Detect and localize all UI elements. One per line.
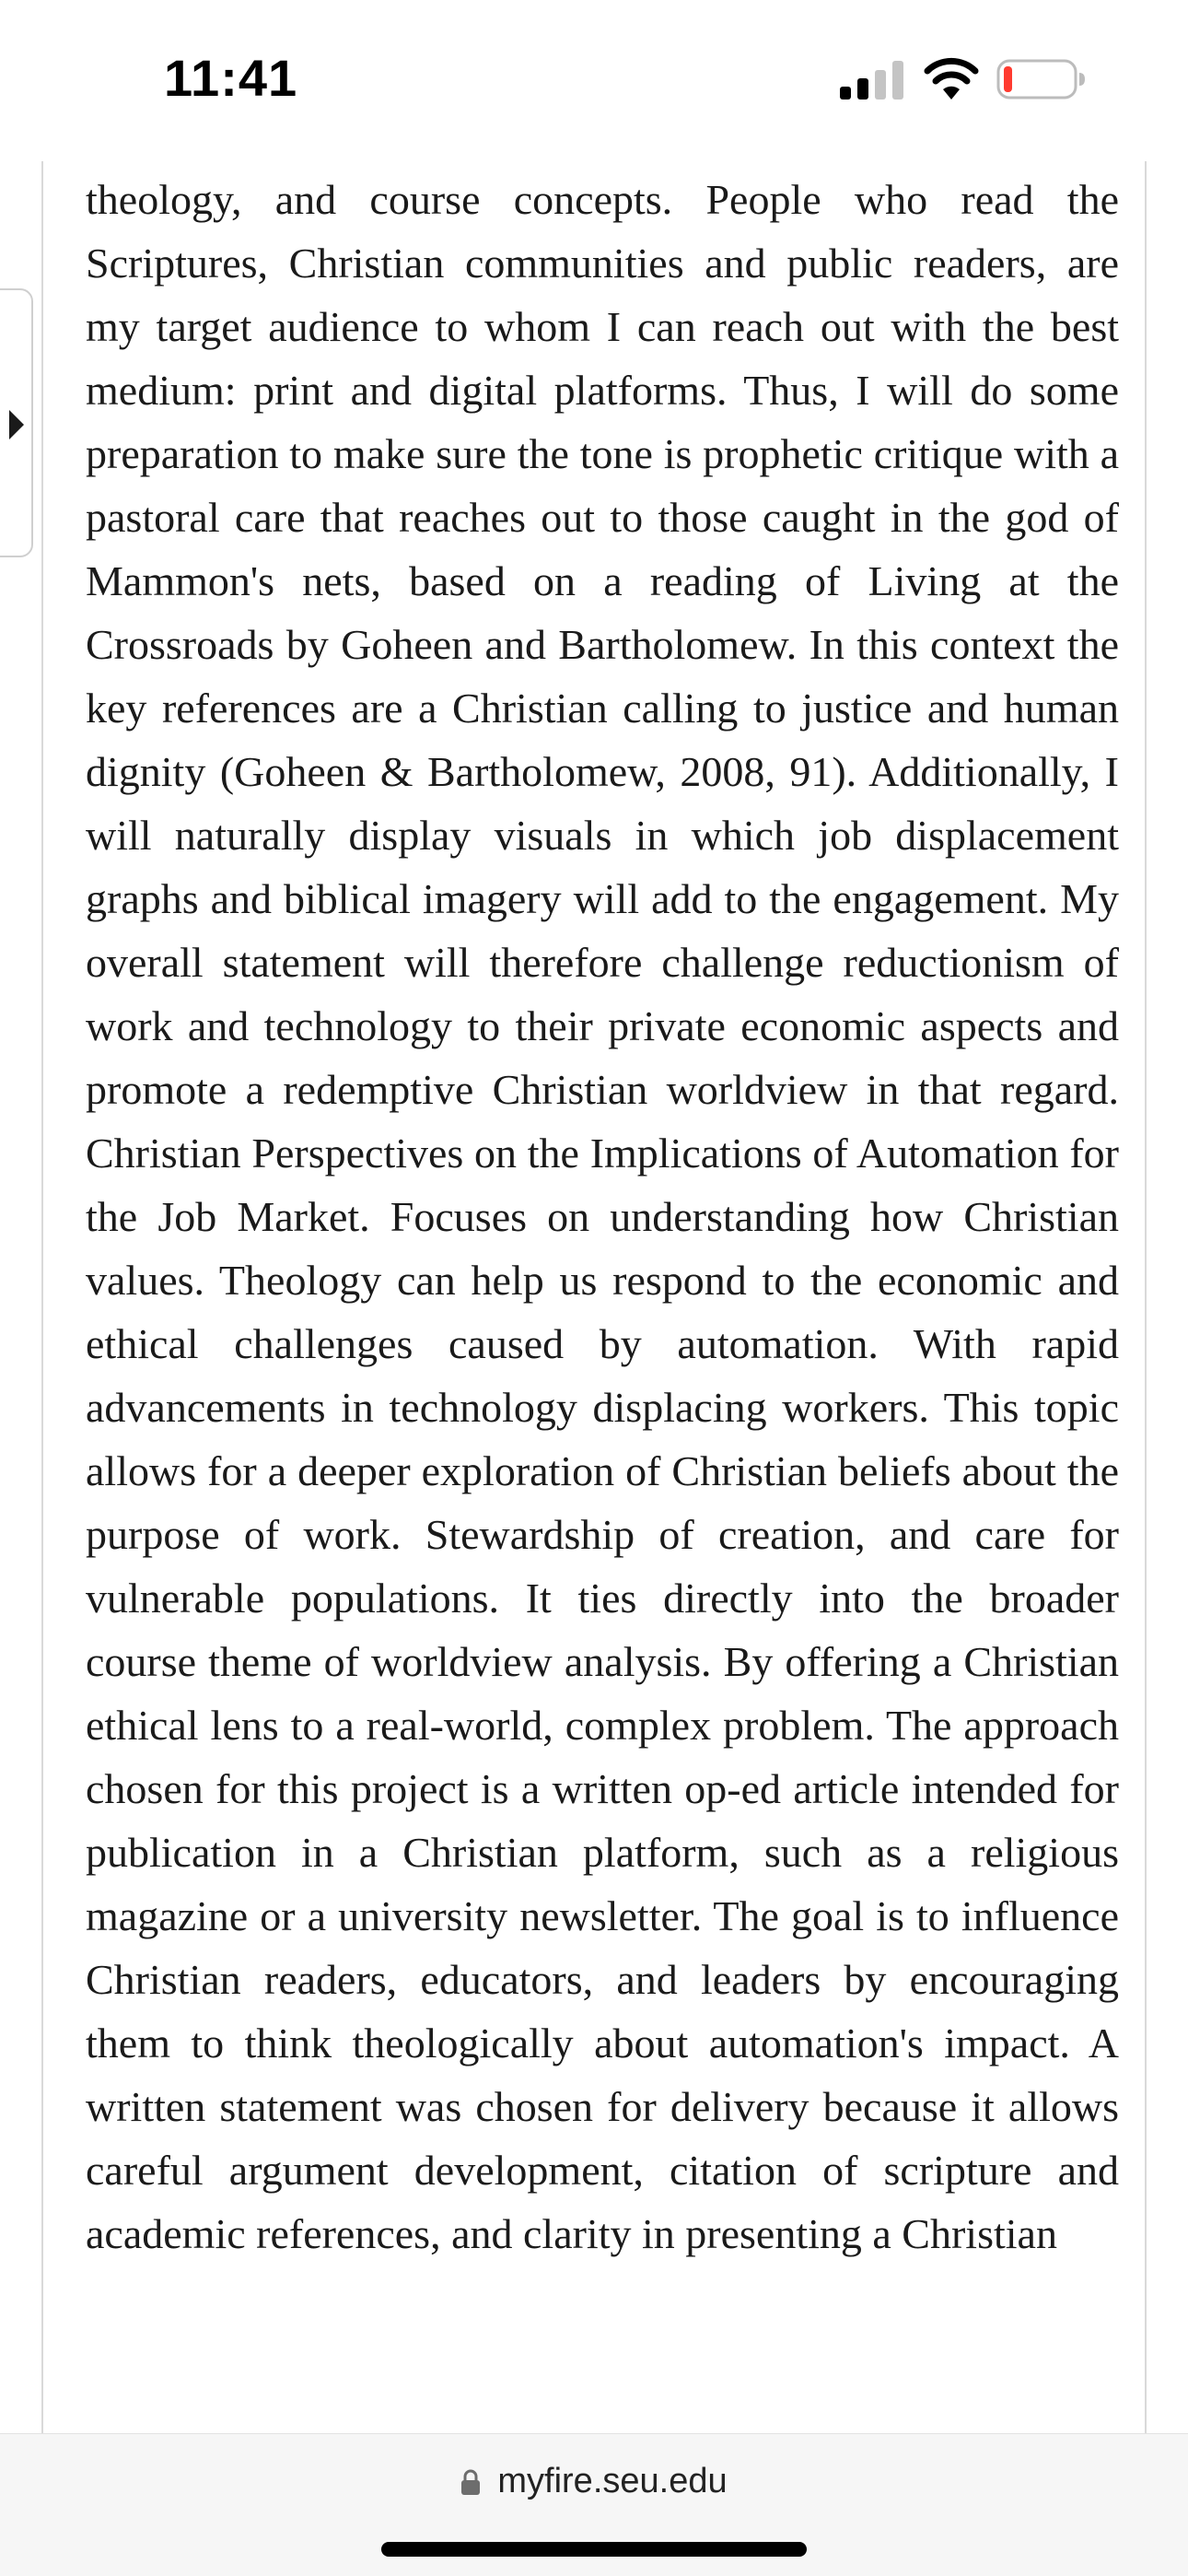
status-bar	[0, 0, 1188, 161]
lock-icon	[460, 2469, 481, 2495]
browser-toolbar	[0, 2433, 1188, 2576]
status-time: 11:41	[164, 49, 298, 107]
wifi-icon	[924, 57, 979, 100]
home-indicator[interactable]	[381, 2542, 807, 2557]
address-bar[interactable]	[0, 2462, 1188, 2517]
chevron-right-icon	[7, 408, 26, 441]
document-page	[41, 161, 1147, 2433]
battery-low-icon	[996, 59, 1087, 100]
document-body-text: theology, and course concepts. People who read the Scriptures, Christian communities and public readers, are my target audience to whom I can reach out with the best medium: print and digital platforms. Thus, I will do some preparation to make sure the tone is prophetic critique with a pastoral care that reaches out to those caught in the god of Mammon's nets, based on a reading of Living at the Crossroads by Goheen and Bartholomew. In this context the key references are a Christian calling to justice and human dignity (Goheen & Bartholomew, 2008, 91). Additionally, I will naturally display visuals in which job displacement graphs and biblical imagery will add to the engagement. My overall statement will therefore challenge reductionism of work and technology to their private economic aspects and promote a redemptive Christian worldview in that regard. Christian Perspectives on the Implications of Automation for the Job Market. Focuses on understanding how Christian values. Theology can help us respond to the economic and ethical challenges caused by automation. With rapid advancements in technology displacing workers. This topic allows for a deeper exploration of Christian beliefs about the purpose of work. Stewardship of creation, and care for vulnerable populations. It ties directly into the broader course theme of worldview analysis. By offering a Christian ethical lens to a real-world, complex problem. The approach chosen for this project is a written op-ed article intended for publication in a Christian platform, such as a religious magazine or a university newsletter. The goal is to influence Christian readers, educators, and leaders by encouraging them to think theologically about automation's impact. A written statement was chosen for delivery because it allows careful argument development, citation of scripture and academic references, and clarity in presenting a Christian	[86, 176, 1119, 2257]
sidebar-toggle-button[interactable]	[0, 288, 33, 557]
cellular-signal-icon	[840, 61, 904, 100]
url-text: myfire.seu.edu	[497, 2462, 728, 2500]
